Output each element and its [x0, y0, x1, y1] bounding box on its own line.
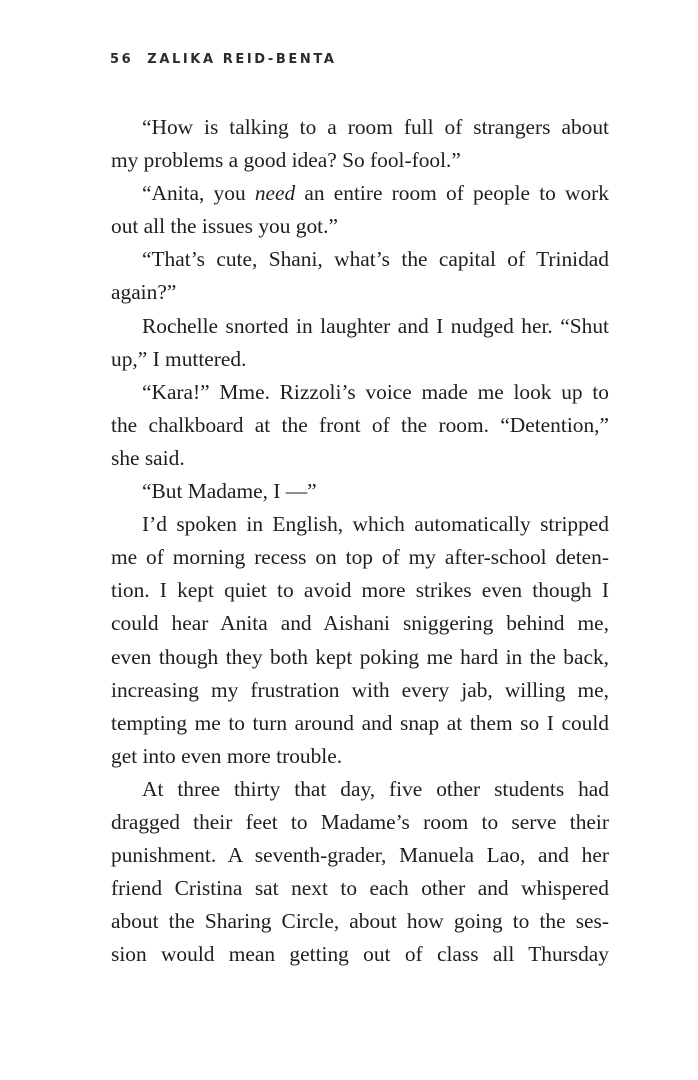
- text-fragment: “Anita, you: [142, 181, 255, 206]
- text-line: about the Sharing Circle, about how going to the ses-: [111, 909, 609, 934]
- text-line: I’d spoken in English, which automatically stripped: [142, 512, 609, 537]
- text-line: even though they both kept poking me hard in the back,: [111, 644, 609, 669]
- text-line: “Kara!” Mme. Rizzoli’s voice made me look up to: [142, 379, 609, 404]
- text-line: punishment. A seventh-grader, Manuela Lao, and her: [111, 843, 609, 868]
- emphasis-text: need: [254, 181, 296, 206]
- text-line: again?”: [111, 280, 177, 305]
- text-line: increasing my frustration with every jab, willing me,: [111, 677, 609, 702]
- text-line: tion. I kept quiet to avoid more strikes even though I: [111, 578, 609, 603]
- running-head: [110, 52, 337, 67]
- text-line: could hear Anita and Aishani sniggering behind me,: [111, 611, 609, 636]
- body-text: [111, 111, 609, 971]
- page-number: 56: [110, 52, 134, 67]
- text-line: she said.: [111, 445, 185, 470]
- text-line: “But Madame, I —”: [142, 479, 317, 504]
- text-line: me of morning recess on top of my after-school deten-: [111, 545, 609, 570]
- text-line: “That’s cute, Shani, what’s the capital of Trinidad: [142, 247, 609, 272]
- text-line: my problems a good idea? So fool-fool.”: [111, 148, 461, 173]
- text-line: friend Cristina sat next to each other and whispered: [111, 876, 609, 901]
- text-line: [111, 177, 609, 210]
- text-line: dragged their feet to Madame’s room to serve their: [111, 809, 609, 834]
- text-line: the chalkboard at the front of the room. “Detention,”: [111, 412, 609, 437]
- text-line: “How is talking to a room full of strangers about: [142, 115, 609, 139]
- text-line: Rochelle snorted in laughter and I nudged her. “Shut: [142, 313, 609, 338]
- text-line: At three thirty that day, five other students had: [142, 776, 609, 801]
- text-line: get into even more trouble.: [111, 743, 343, 768]
- text-line: tempting me to turn around and snap at them so I could: [111, 710, 609, 735]
- author-name: ZALIKA REID-BENTA: [147, 52, 337, 67]
- text-line: sion would mean getting out of class all Thursday: [111, 942, 609, 967]
- text-line: up,” I muttered.: [111, 346, 247, 371]
- text-fragment: an entire room of people to work: [295, 181, 609, 206]
- text-line: out all the issues you got.”: [111, 214, 338, 239]
